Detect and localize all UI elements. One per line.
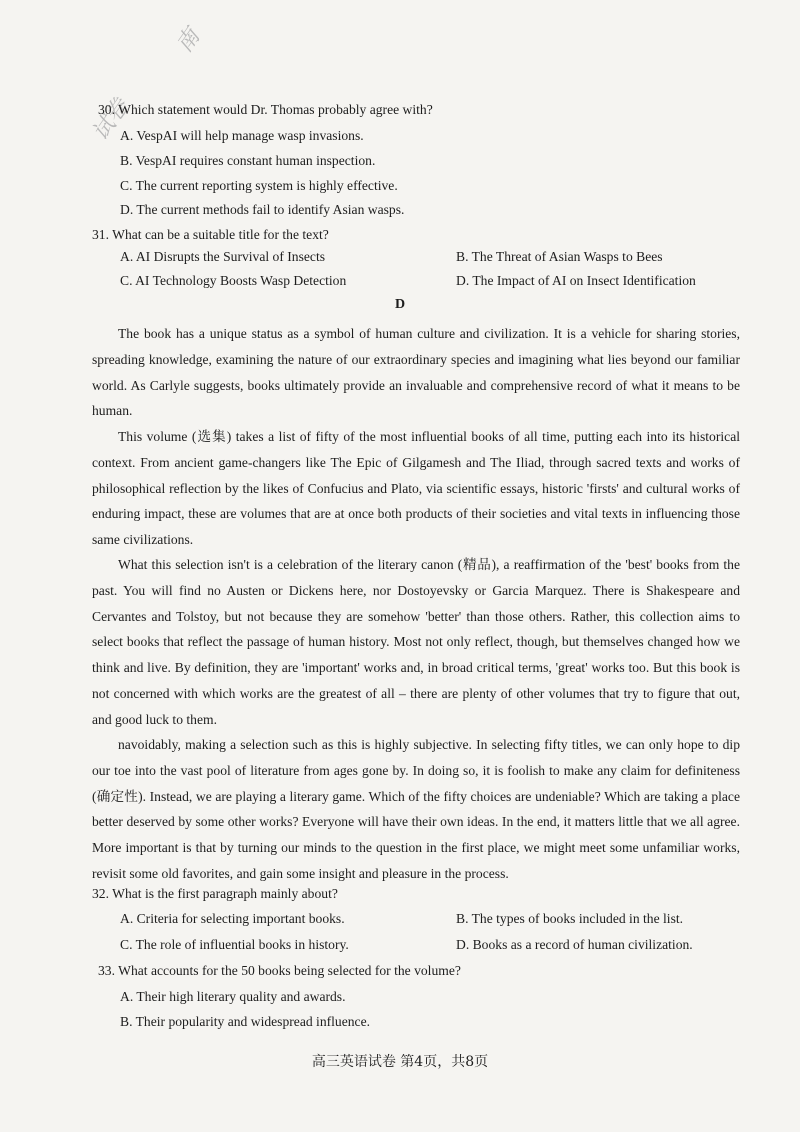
option-30c: C. The current reporting system is highly effective. xyxy=(120,178,398,193)
option-31b: B. The Threat of Asian Wasps to Bees xyxy=(456,249,663,264)
option-30a: A. VespAI will help manage wasp invasions. xyxy=(120,128,364,143)
question-32: 32. What is the first paragraph mainly about? xyxy=(92,886,338,901)
option-31c: C. AI Technology Boosts Wasp Detection xyxy=(120,273,347,288)
option-30d: D. The current methods fail to identify Asian wasps. xyxy=(120,202,405,217)
option-33a: A. Their high literary quality and awards. xyxy=(120,989,346,1004)
option-33b: B. Their popularity and widespread influence. xyxy=(120,1014,371,1029)
section-label: D xyxy=(394,297,406,312)
option-32c: C. The role of influential books in history. xyxy=(120,937,349,952)
question-33: 33. What accounts for the 50 books being selected for the volume? xyxy=(98,963,461,978)
option-31d: D. The Impact of AI on Insect Identification xyxy=(456,273,696,288)
option-32d: D. Books as a record of human civilization. xyxy=(456,937,693,952)
option-32a: A. Criteria for selecting important books. xyxy=(120,911,345,926)
passage-paragraph-2: This volume (选集) takes a list of fifty of the most influential books of all time, putting each into its historical context. From ancient game-changers like The Epic of Gilgamesh and The Iliad, through sacred texts and works of philosophical reflection by the likes of Confucius and Plato, via scientific essays, historic 'firsts' and cultural works of enduring impact, these are volumes that are at once both products of their societies and vital texts in influencing those same civilizations. xyxy=(92,429,740,548)
question-30: 30. Which statement would Dr. Thomas probably agree with? xyxy=(98,102,433,117)
handwriting-mark: 试卷 xyxy=(88,94,134,146)
option-31a: A. AI Disrupts the Survival of Insects xyxy=(120,249,326,264)
passage-paragraph-1: The book has a unique status as a symbol of human culture and civilization. It is a vehicle for sharing stories, spreading knowledge, examining the nature of our extraordinary species and imagining what lies beyond our familiar world. As Carlyle suggests, books ultimately provide an invaluable and comprehensive record of what it means to be human. xyxy=(92,326,740,419)
handwriting-mark: 南 xyxy=(172,24,206,58)
question-31: 31. What can be a suitable title for the text? xyxy=(92,227,329,242)
option-30b: B. VespAI requires constant human inspection. xyxy=(120,153,376,168)
page-footer: 高三英语试卷 第4页，共8页 xyxy=(311,1054,489,1070)
option-32b: B. The types of books included in the list. xyxy=(456,911,684,926)
passage-paragraph-4: navoidably, making a selection such as this is highly subjective. In selecting fifty titles, we can only hope to dip our toe into the vast pool of literature from ages gone by. In doing so, it is foolish to make any claim for definiteness (确定性). Instead, we are playing a literary game. Which of the fifty choices are undeniable? Which are taking a place better deserved by some other works? Everyone will have their own ideas. In the end, it matters little that we all agree. More important is that by turning our minds to the question in the first place, we might meet some unfamiliar works, revisit some old favorites, and gain some insight and pleasure in the process. xyxy=(92,737,740,881)
passage-paragraph-3: What this selection isn't is a celebration of the literary canon (精品), a reaffirmation of the 'best' books from the past. You will find no Austen or Dickens here, nor Dostoyevsky or Garcia Marquez. There is Shakespeare and Cervantes and Tolstoy, but not because they are somehow 'better' than those others. Rather, this collection aims to select books that reflect the passage of human history. Most not only reflect, though, but themselves changed how we think and live. By definition, they are 'important' works and, in broad critical terms, 'great' works too. But this book is not concerned with which works are the greatest of all – there are plenty of other volumes that try to figure that out, and good luck to them. xyxy=(92,557,740,727)
